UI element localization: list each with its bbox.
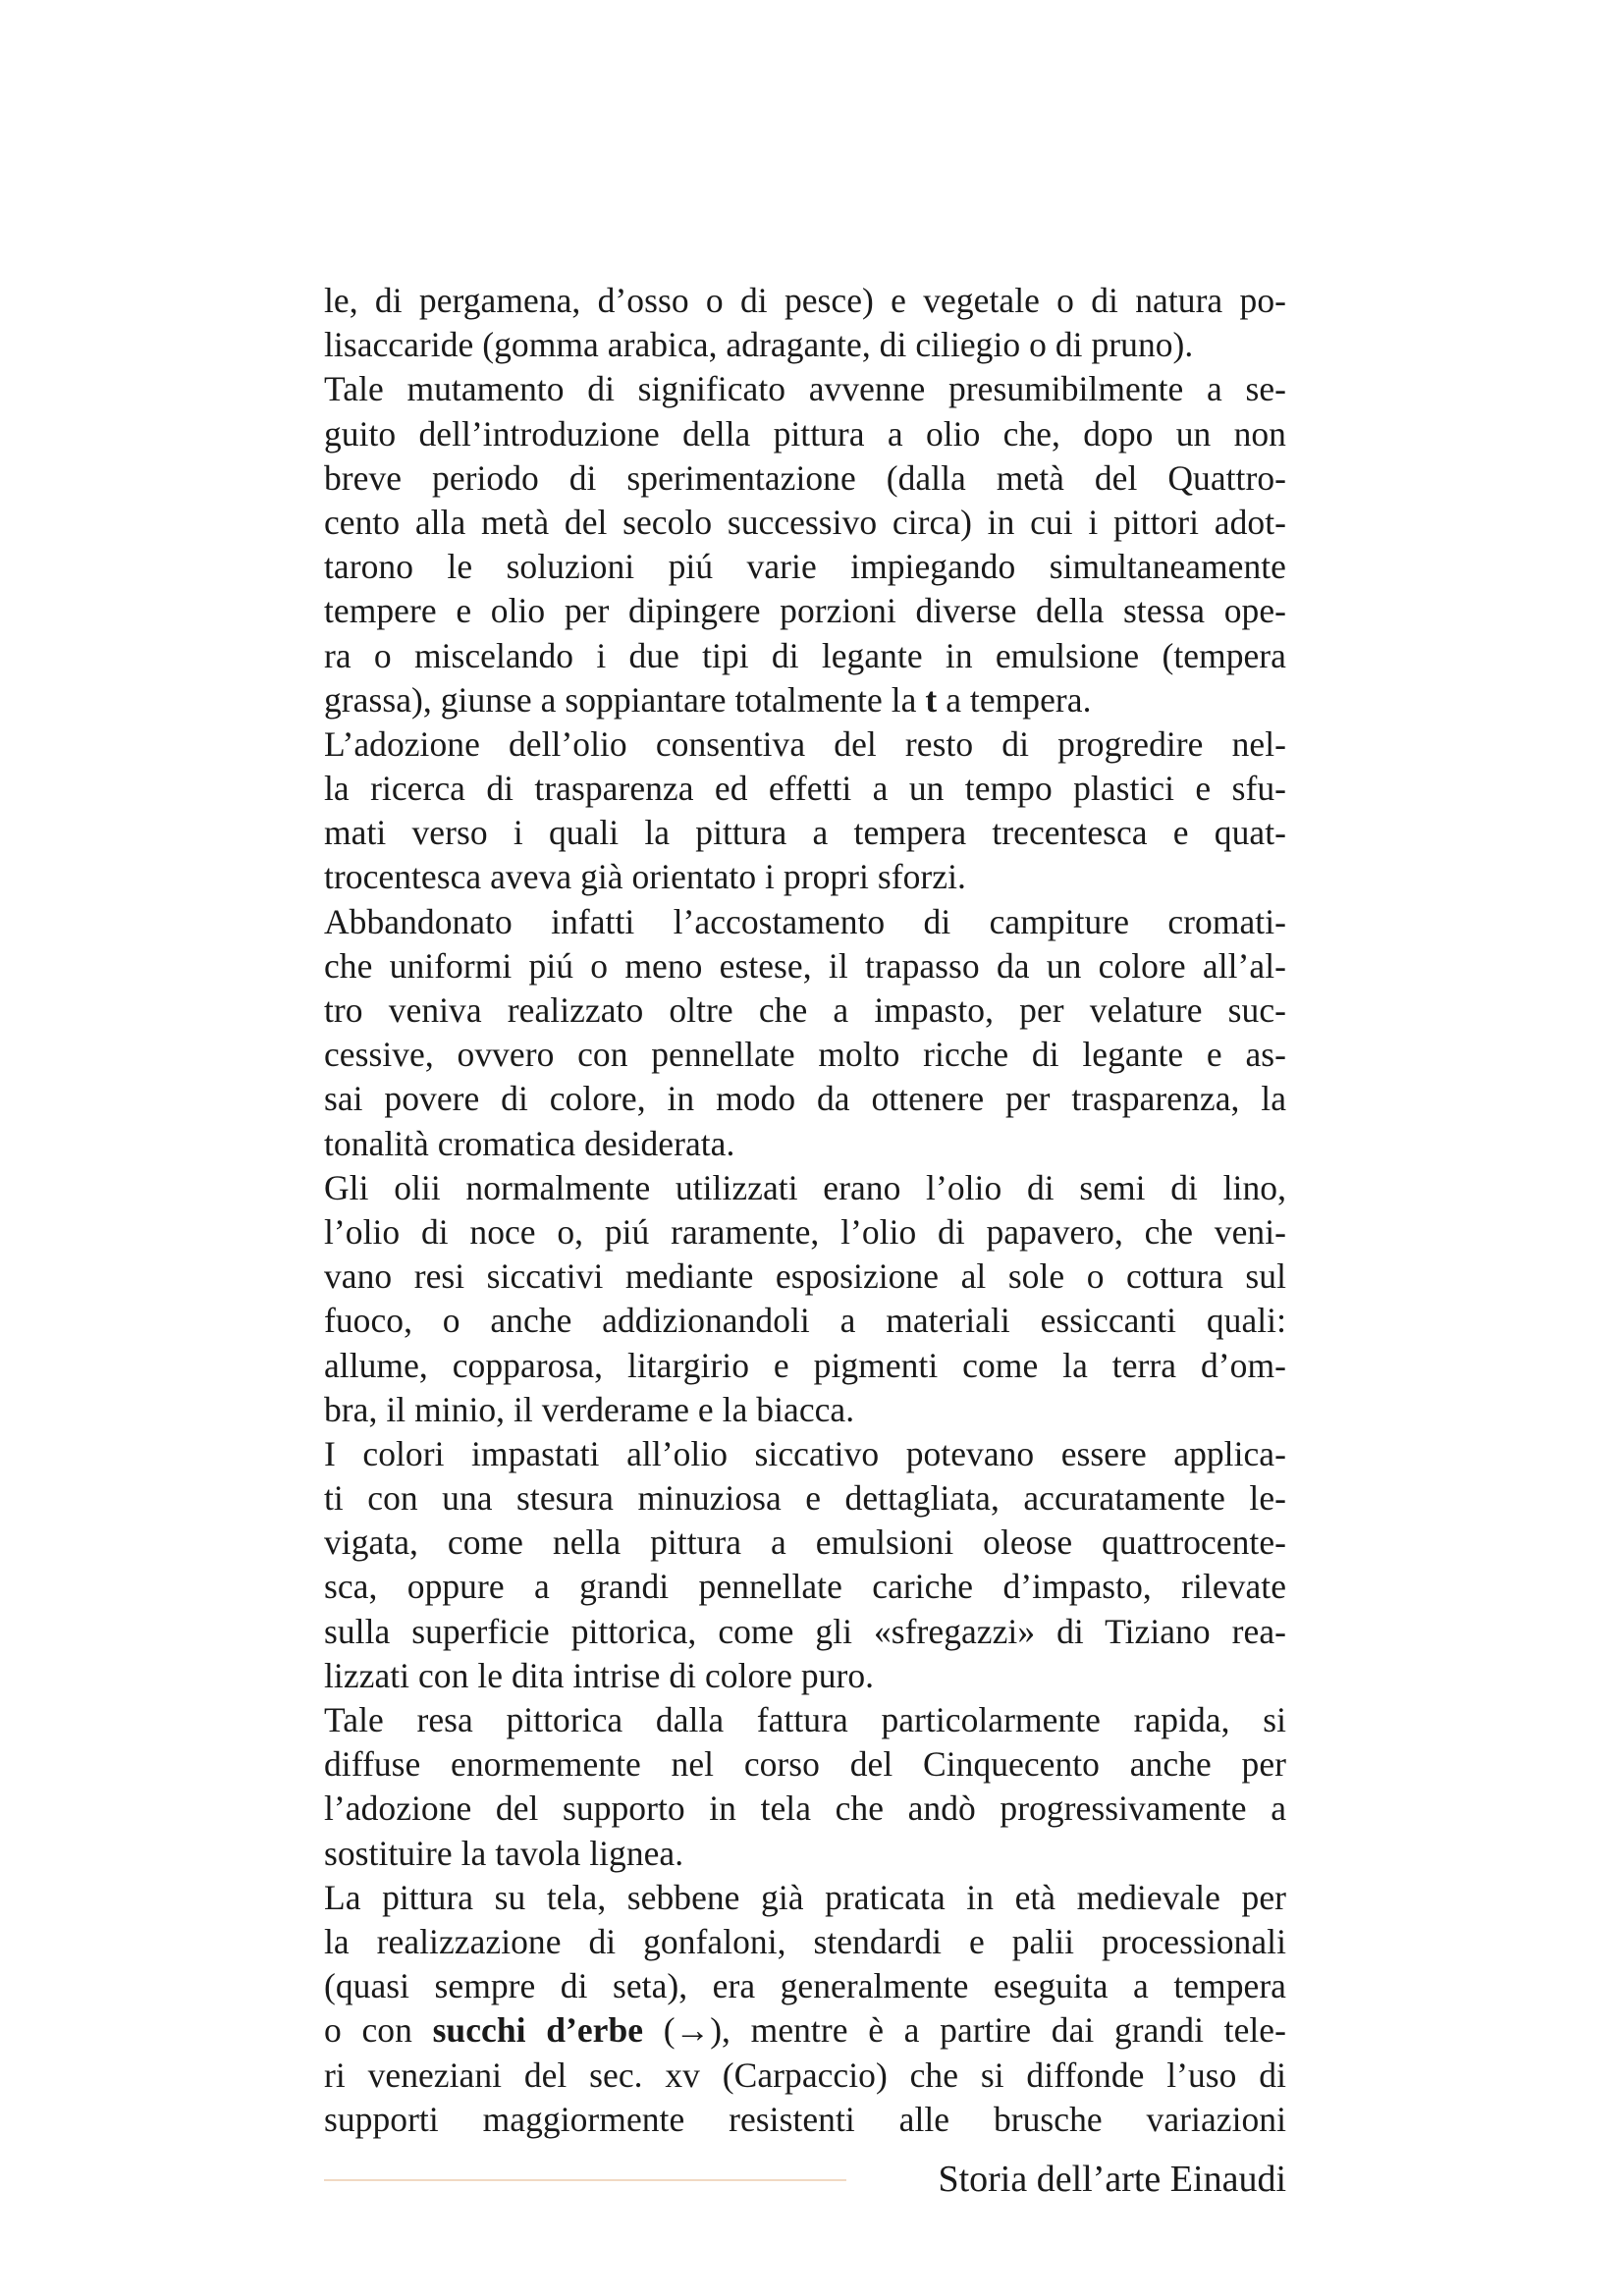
text-line: La pittura su tela, sebbene già praticata in età medievale per	[324, 1877, 1286, 1917]
text-line: sostituire la tavola lignea.	[324, 1833, 684, 1873]
text-line: sca, oppure a grandi pennellate cariche d’impasto, rilevate	[324, 1567, 1286, 1607]
bold-term: t	[925, 679, 938, 720]
text-line: tonalità cromatica desiderata.	[324, 1123, 735, 1163]
text-line: le, di pergamena, d’osso o di pesce) e vegetale o di natura po-	[324, 281, 1286, 320]
text-line: guito dell’introduzione della pittura a olio che, dopo un non	[324, 413, 1286, 454]
text-line: la realizzazione di gonfaloni, stendardi e palii processionali	[324, 1921, 1286, 1961]
footer-rule	[324, 2179, 846, 2181]
text-segment: (→), mentre è a partire dai grandi tele-	[643, 2010, 1286, 2051]
text-segment: o con	[324, 2010, 433, 2051]
text-line: Abbandonato infatti l’accostamento di campiture cromati-	[324, 901, 1286, 941]
text-line: Tale resa pittorica dalla fattura particolarmente rapida, si	[324, 1700, 1286, 1739]
text-line: mati verso i quali la pittura a tempera trecentesca e quat-	[324, 813, 1286, 853]
text-line: tro veniva realizzato oltre che a impasto, per velature suc-	[324, 990, 1286, 1030]
body-text	[324, 279, 1286, 2142]
text-line: (quasi sempre di seta), era generalmente eseguita a tempera	[324, 1966, 1286, 2006]
text-line: tarono le soluzioni piú varie impiegando simultaneamente	[324, 547, 1286, 587]
text-line: vano resi siccativi mediante esposizione al sole o cottura sul	[324, 1256, 1286, 1297]
text-line: ra o miscelando i due tipi di legante in emulsione (tempera	[324, 635, 1286, 675]
text-line: cento alla metà del secolo successivo circa) in cui i pittori adot-	[324, 502, 1286, 542]
text-line: sulla superficie pittorica, come gli «sfregazzi» di Tiziano rea-	[324, 1611, 1286, 1651]
text-line: I colori impastati all’olio siccativo potevano essere applica-	[324, 1433, 1286, 1473]
text-line: supporti maggiormente resistenti alle brusche variazioni	[324, 2099, 1286, 2139]
text-line: allume, copparosa, litargirio e pigmenti come la terra d’om-	[324, 1345, 1286, 1385]
text-segment: grassa), giunse a soppiantare totalmente la	[324, 679, 926, 720]
text-line: cessive, ovvero con pennellate molto ricche di legante e as-	[324, 1035, 1286, 1075]
text-line: trocentesca aveva già orientato i propri sforzi.	[324, 857, 966, 897]
text-line	[324, 2008, 1286, 2053]
text-line: ti con una stesura minuziosa e dettagliata, accuratamente le-	[324, 1478, 1286, 1519]
text-line: l’adozione del supporto in tela che andò progressivamente a	[324, 1789, 1286, 1829]
text-line: Tale mutamento di significato avvenne presumibilmente a se-	[324, 369, 1286, 409]
text-line: bra, il minio, il verderame e la biacca.	[324, 1389, 855, 1429]
text-line	[324, 678, 1286, 722]
text-line: breve periodo di sperimentazione (dalla metà del Quattro-	[324, 457, 1286, 498]
text-line: diffuse enormemente nel corso del Cinquecento anche per	[324, 1744, 1286, 1785]
text-line: L’adozione dell’olio consentiva del resto di progredire nel-	[324, 723, 1286, 764]
text-line: tempere e olio per dipingere porzioni diverse della stessa ope-	[324, 591, 1286, 631]
text-line: vigata, come nella pittura a emulsioni oleose quattrocente-	[324, 1522, 1286, 1563]
text-line: la ricerca di trasparenza ed effetti a un tempo plastici e sfu-	[324, 769, 1286, 809]
cross-reference-term: succhi d’erbe	[432, 2010, 644, 2051]
text-segment: a tempera.	[937, 679, 1092, 720]
text-line: lisaccaride (gomma arabica, adragante, di ciliegio o di pruno).	[324, 325, 1194, 365]
text-line: sai povere di colore, in modo da ottenere per trasparenza, la	[324, 1079, 1286, 1119]
footer-title: Storia dell’arte Einaudi	[938, 2159, 1286, 2200]
text-line: ri veneziani del sec. xv (Carpaccio) che si diffonde l’uso di	[324, 2055, 1286, 2095]
page-footer	[324, 2155, 1286, 2204]
text-line: l’olio di noce o, piú raramente, l’olio di papavero, che veni-	[324, 1211, 1286, 1252]
text-line: Gli olii normalmente utilizzati erano l’olio di semi di lino,	[324, 1167, 1286, 1207]
text-line: fuoco, o anche addizionandoli a materiali essiccanti quali:	[324, 1301, 1286, 1341]
text-line: che uniformi piú o meno estese, il trapasso da un colore all’al-	[324, 945, 1286, 986]
text-line: lizzati con le dita intrise di colore puro.	[324, 1655, 875, 1695]
